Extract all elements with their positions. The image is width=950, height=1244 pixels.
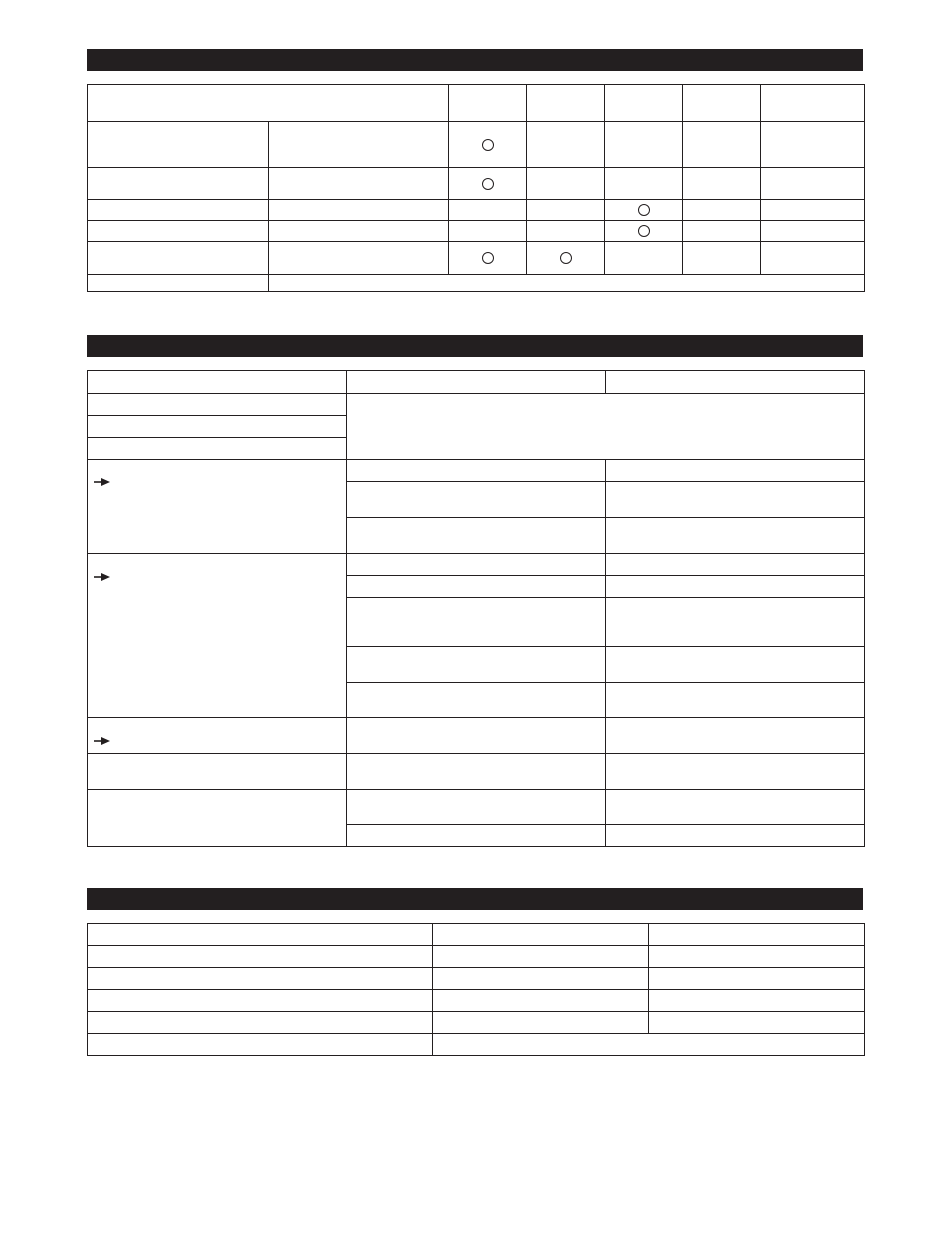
header-cell: [347, 371, 606, 394]
table-cell: [605, 242, 683, 275]
table-row: [88, 460, 865, 482]
table-cell: [88, 554, 347, 718]
table-cell: [527, 242, 605, 275]
table-row: [88, 200, 865, 221]
table-cell: [449, 221, 527, 242]
circle-mark-icon: [638, 225, 650, 237]
table-row: [88, 754, 865, 790]
circle-mark-icon: [638, 204, 650, 216]
table-cell: [88, 200, 269, 221]
table-row: [88, 968, 865, 990]
table-cell: [649, 968, 865, 990]
table-row: [88, 242, 865, 275]
table-cell: [606, 647, 865, 683]
section-2-table: [87, 370, 865, 847]
section-3-table: [87, 923, 865, 1056]
table-cell: [347, 576, 606, 598]
header-cell: [449, 85, 527, 122]
table-cell: [606, 460, 865, 482]
table-cell: [88, 990, 433, 1012]
table-row: [88, 946, 865, 968]
table-cell: [683, 221, 761, 242]
table-cell: [449, 122, 527, 168]
table-cell: [88, 242, 269, 275]
table-row: [88, 718, 865, 754]
table-row: [88, 1034, 865, 1056]
table-cell: [88, 460, 347, 554]
table-cell: [683, 122, 761, 168]
table-row: [88, 924, 865, 946]
table-cell: [347, 683, 606, 718]
table-row: [88, 85, 865, 122]
header-cell: [88, 924, 433, 946]
table-cell: [88, 221, 269, 242]
table-cell: [606, 482, 865, 518]
header-cell: [683, 85, 761, 122]
circle-mark-icon: [482, 178, 494, 190]
table-cell: [433, 1034, 865, 1056]
section-1-header-bar: [87, 49, 863, 71]
table-cell: [347, 482, 606, 518]
table-cell: [347, 460, 606, 482]
section-2-header-bar: [87, 335, 863, 357]
table-cell: [269, 200, 449, 221]
table-cell: [433, 968, 649, 990]
header-cell: [606, 371, 865, 394]
table-row: [88, 122, 865, 168]
table-cell: [606, 790, 865, 825]
header-cell: [433, 924, 649, 946]
table-cell: [606, 754, 865, 790]
table-cell: [649, 990, 865, 1012]
header-cell: [761, 85, 865, 122]
table-cell: [527, 200, 605, 221]
table-row: [88, 371, 865, 394]
table-row: [88, 221, 865, 242]
table-cell: [88, 122, 269, 168]
table-cell: [606, 554, 865, 576]
table-cell: [449, 168, 527, 200]
table-cell: [606, 683, 865, 718]
table-cell: [88, 790, 347, 847]
table-cell: [683, 200, 761, 221]
table-cell: [605, 122, 683, 168]
table-cell: [449, 200, 527, 221]
table-cell: [606, 518, 865, 554]
right-arrow-icon: [94, 478, 110, 486]
table-cell: [347, 754, 606, 790]
table-cell: [347, 825, 606, 847]
circle-mark-icon: [482, 252, 494, 264]
table-row: [88, 790, 865, 825]
table-cell: [433, 990, 649, 1012]
table-cell: [347, 518, 606, 554]
table-cell: [269, 242, 449, 275]
table-cell: [269, 221, 449, 242]
table-cell: [433, 946, 649, 968]
table-cell: [605, 168, 683, 200]
table-cell: [88, 1012, 433, 1034]
table-cell: [433, 1012, 649, 1034]
table-cell: [605, 200, 683, 221]
circle-mark-icon: [560, 252, 572, 264]
table-cell: [88, 438, 347, 460]
table-row: [88, 394, 865, 416]
section-1-table: [87, 84, 865, 292]
table-row: [88, 1012, 865, 1034]
table-cell: [683, 168, 761, 200]
header-cell: [88, 371, 347, 394]
table-cell: [347, 718, 606, 754]
table-cell: [649, 946, 865, 968]
table-cell: [649, 1012, 865, 1034]
table-cell: [527, 168, 605, 200]
header-cell: [649, 924, 865, 946]
table-row: [88, 990, 865, 1012]
table-cell: [606, 598, 865, 647]
table-cell: [88, 416, 347, 438]
header-cell: [527, 85, 605, 122]
table-cell: [347, 554, 606, 576]
header-cell: [605, 85, 683, 122]
table-cell: [88, 168, 269, 200]
table-cell: [269, 168, 449, 200]
table-cell: [88, 946, 433, 968]
table-cell: [88, 968, 433, 990]
table-cell: [761, 122, 865, 168]
table-cell: [269, 275, 865, 292]
table-cell: [761, 242, 865, 275]
table-cell: [88, 394, 347, 416]
section-3-header-bar: [87, 888, 863, 910]
table-cell: [347, 790, 606, 825]
table-cell: [347, 647, 606, 683]
table-cell: [606, 576, 865, 598]
table-cell: [605, 221, 683, 242]
table-row: [88, 275, 865, 292]
table-cell: [606, 825, 865, 847]
table-row: [88, 554, 865, 576]
table-cell: [269, 122, 449, 168]
table-cell: [761, 200, 865, 221]
table-cell: [449, 242, 527, 275]
circle-mark-icon: [482, 139, 494, 151]
header-cell: [88, 85, 449, 122]
table-cell: [527, 122, 605, 168]
table-cell: [88, 718, 347, 754]
table-cell: [88, 1034, 433, 1056]
table-cell: [88, 275, 269, 292]
table-cell: [347, 394, 865, 460]
table-cell: [527, 221, 605, 242]
table-cell: [347, 598, 606, 647]
table-row: [88, 168, 865, 200]
table-cell: [761, 168, 865, 200]
right-arrow-icon: [94, 573, 110, 581]
table-cell: [683, 242, 761, 275]
table-cell: [88, 754, 347, 790]
table-cell: [761, 221, 865, 242]
table-cell: [606, 718, 865, 754]
right-arrow-icon: [94, 737, 110, 745]
